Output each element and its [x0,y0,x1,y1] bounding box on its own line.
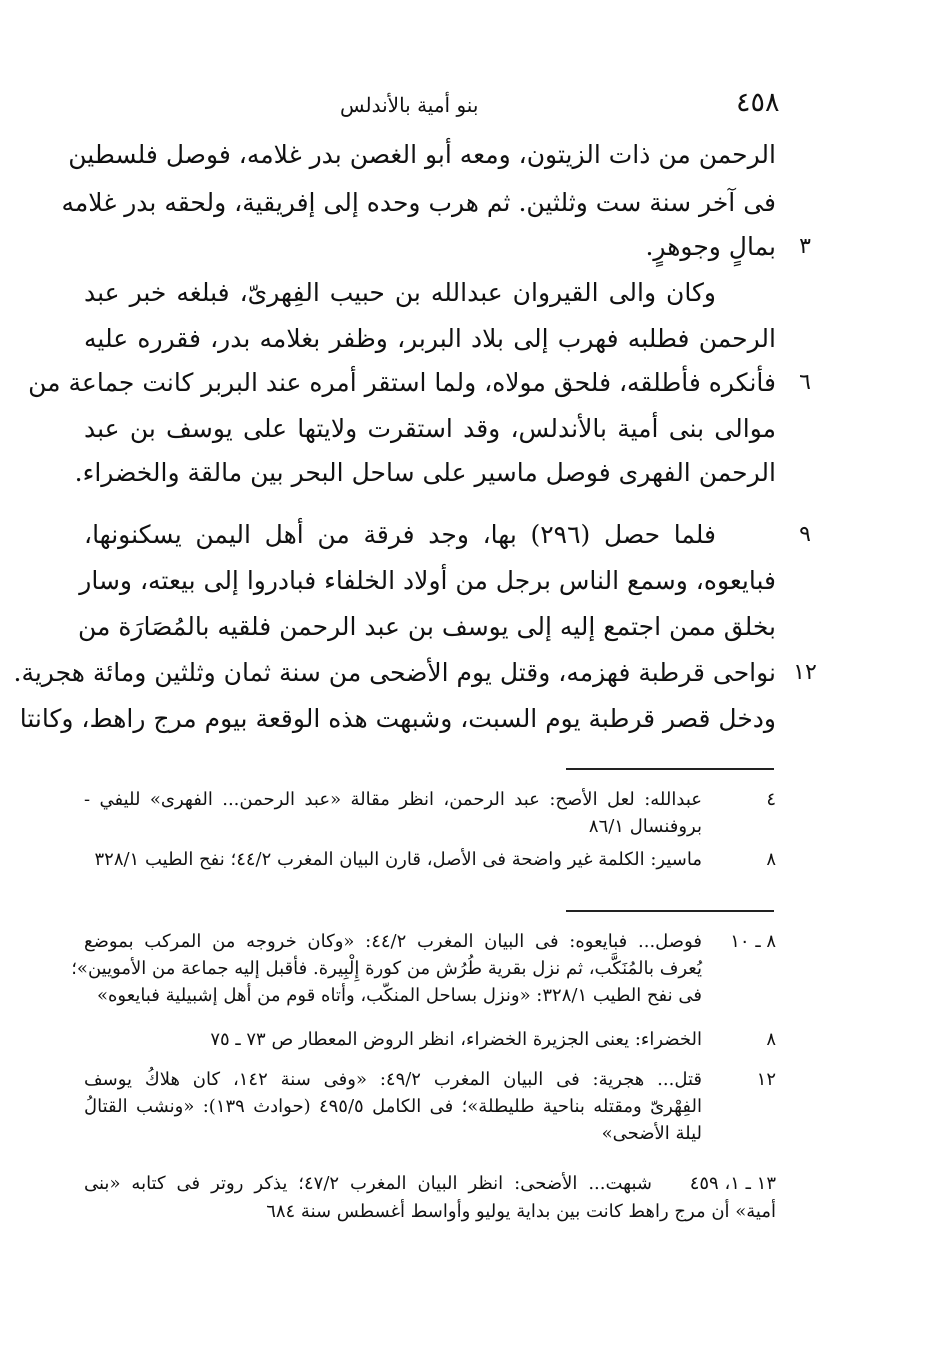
footnote [84,1026,776,1056]
text-line: الرحمن الفهرى فوصل ماسير على ساحل البحر بين مالقة والخضراء. [74,458,776,487]
footnote-line: يُعرف بالمُنَكَّب، ثم نزل بقرية طُرُش من كورة إِلْبِيرة. فأقبل إليه جماعة من الأمويين»؛ [71,958,702,979]
text-line: الرحمن من ذات الزيتون، ومعه أبو الغصن بدر غلامه، فوصل فلسطين [68,140,776,169]
text-line: نواحى قرطبة فهزمه، وقتل يوم الأضحى من سنة ثمان وثلثين ومائة هجرية. [13,658,776,687]
footnote [84,786,776,844]
text-line: فأنكره فأطلقه، فلحق مولاه، ولما استقر أمره عند البربر كانت جماعة من [28,368,776,397]
footnote [84,846,776,876]
footnote-text [84,846,702,873]
footnote-line: فى نفح الطيب ٣٢٨/١: «ونزل بساحل المنكّب، وأتاه قوم من أهل إشبيلية فبايعوه» [96,985,702,1006]
footnote [84,1170,776,1228]
footnote [71,928,776,1012]
footnote-ref: ٨ [766,849,776,870]
footnote-ref: ١٢ [756,1069,776,1090]
margin-line-number: ٦ [799,370,811,395]
footnote-line: أمية» أن مرج راهط كانت بين بداية يوليو وأواسط أغسطس سنة ٦٨٤ [266,1201,776,1222]
text-line: ودخل قصر قرطبة يوم السبت، وشبهت هذه الوقعة بيوم مرج راهط، وكانتا [19,704,776,733]
text-line: الرحمن فطلبه فهرب إلى بلاد البربر، وظفر بغلامه بدر، فقرره عليه [84,324,776,353]
footnote-ref: ٤ [766,789,776,810]
text-line: وكان والى القيروان عبدالله بن حبيب الفِهرىّ، فبلغه خبر عبد [84,278,716,307]
footnote-line: ماسير: الكلمة غير واضحة فى الأصل، قارن البيان المغرب ٤٤/٢؛ نفح الطيب ٣٢٨/١ [94,849,702,870]
footnote-rule [566,768,774,770]
footnote-line: عبدالله: لعل الأصح: عبد الرحمن، انظر مقالة «عبد الرحمن... الفهرى» لليفي - [84,789,702,810]
margin-line-number: ١٢ [793,660,817,685]
margin-line-number: ٣ [799,234,811,259]
text-line: فلما حصل (٢٩٦) بها، وجد فرقة من أهل اليمن يسكنونها، [84,520,716,549]
footnote-text [84,1198,776,1225]
footnote-line: فوصل... فبايعوه: فى البيان المغرب ٤٤/٢: «وكان خروجه من المركب بموضع [84,931,702,952]
footnote [84,1066,776,1150]
page-number: ٤٥٨ [736,87,780,118]
footnote-text [84,786,702,840]
footnote-text [84,1026,702,1053]
footnote-text [84,1170,652,1197]
footnote-line: الخضراء: يعنى الجزيرة الخضراء، انظر الروض المعطار ص ٧٣ ـ ٧٥ [210,1029,702,1050]
footnote-text [84,1066,702,1147]
footnote-ref: ٨ [766,1029,776,1050]
footnote-text [71,928,702,1009]
footnote-line: بروفنسال ٨٦/١ [588,816,702,837]
footnote-line: ليلة الأضحى» [601,1123,702,1144]
text-line: موالى بنى أمية بالأندلس، وقد استقرت ولايتها على يوسف بن عبد [84,414,776,443]
footnote-ref: ١٣ ـ ١، ٤٥٩ [689,1173,776,1194]
footnote-line: قتل... هجرية: فى البيان المغرب ٤٩/٢: «وفى سنة ١٤٢، كان هلاكُ يوسف [84,1069,702,1090]
footnote-rule [566,910,774,912]
text-line: فى آخر سنة ست وثلثين. ثم هرب وحده إلى إفريقية، ولحقه بدر غلامه [61,188,776,217]
margin-line-number: ٩ [799,522,811,547]
footnote-ref: ٨ ـ ١٠ [730,931,776,952]
text-line: بمالٍ وجوهرٍ. [645,232,776,261]
footnote-line: شبهت... الأضحى: انظر البيان المغرب ٤٧/٢؛ يذكر روتر فى كتابه «بنى [84,1173,652,1194]
text-line: فبايعوه، وسمع الناس برجل من أولاد الخلفاء فبادروا إلى بيعته، وسار [79,566,776,595]
text-line: بخلق ممن اجتمع إليه إلى يوسف بن عبد الرحمن فلقيه بالمُصَارَة من [77,612,776,641]
footnote-line: الفِهْرىّ ومقتله بناحية طليطلة»؛ فى الكامل ٤٩٥/٥ (حوادث ١٣٩): «ونشب القتالُ [84,1096,702,1117]
running-head: بنو أمية بالأندلس [340,93,479,117]
